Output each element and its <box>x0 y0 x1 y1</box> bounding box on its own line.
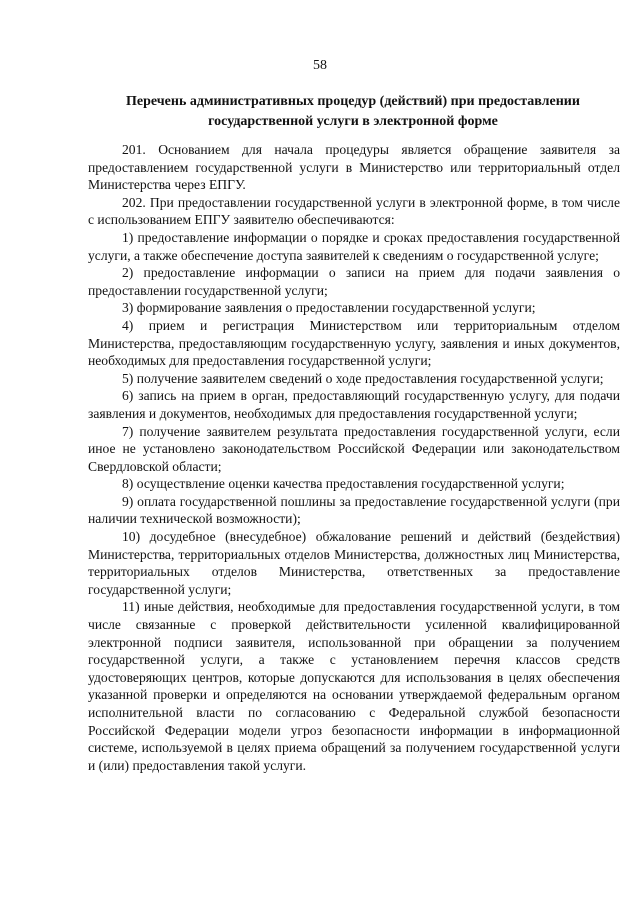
section-heading <box>88 92 618 132</box>
list-item-9: 9) оплата государственной пошлины за предоставление государственной услуги (при наличии технической возможности); <box>88 493 620 527</box>
list-item-10: 10) досудебное (внесудебное) обжалование решений и действий (бездействия) Министерства, территориальных отделов Министерства, должностных лиц Министерства, территориальных отделов Министерства, ответственных за предоставление государственной услуги; <box>88 529 620 597</box>
list-item-2: 2) предоставление информации о записи на прием для подачи заявления о предоставлении государственной услуги; <box>88 265 620 298</box>
list-item-8: 8) осуществление оценки качества предоставления государственной услуги; <box>122 476 565 492</box>
list-item-7: 7) получение заявителем результата предоставления государственной услуги, если иное не установлено законодательством Российской Федерации или законодательством Свердловской области; <box>88 423 620 474</box>
document-body <box>88 141 620 774</box>
list-item-3: 3) формирование заявления о предоставлении государственной услуги; <box>122 300 536 316</box>
page-number: 58 <box>313 58 327 73</box>
paragraph-201: 201. Основанием для начала процедуры является обращение заявителя за предоставлением государственной услуги в Министерство или территориальный отдел Министерства через ЕПГУ. <box>88 142 620 193</box>
list-item-5: 5) получение заявителем сведений о ходе предоставления государственной услуги; <box>122 370 604 386</box>
list-item-1: 1) предоставление информации о порядке и сроках предоставления государственной услуги, а также обеспечение доступа заявителей к сведениям о государственной услуге; <box>88 229 620 263</box>
list-item-6: 6) запись на прием в орган, предоставляющий государственную услугу, для подачи заявления и документов, необходимых для предоставления государственной услуги; <box>88 388 620 421</box>
paragraph-202: 202. При предоставлении государственной услуги в электронной форме, в том числе с использованием ЕПГУ заявителю обеспечиваются: <box>88 194 620 228</box>
list-item-11: 11) иные действия, необходимые для предоставления государственной услуги, в том числе связанные с проверкой действительности усиленной квалифицированной электронной подписи заявителя, использованной при обращении за получением государственной услуги, а также с установлением перечня классов средств удостоверяющих центров, которые допускаются для использования в целях обеспечения указанной проверки и определяются на основании утверждаемой федеральным органом исполнительной власти по согласованию с Федеральной службой безопасности Российской Федерации модели угроз безопасности информации в информационной системе, используемой в целях приема обращений за получением государственной услуги и (или) предоставления такой услуги. <box>88 599 620 773</box>
section-heading-line-1: Перечень административных процедур (действий) при предоставлении <box>126 94 580 109</box>
section-heading-line-2: государственной услуги в электронной форме <box>208 114 498 129</box>
list-item-4: 4) прием и регистрация Министерством или территориальным отделом Министерства, предоставляющим государственную услугу, заявления и иных документов, необходимых для предоставления государственной услуги; <box>88 317 620 369</box>
